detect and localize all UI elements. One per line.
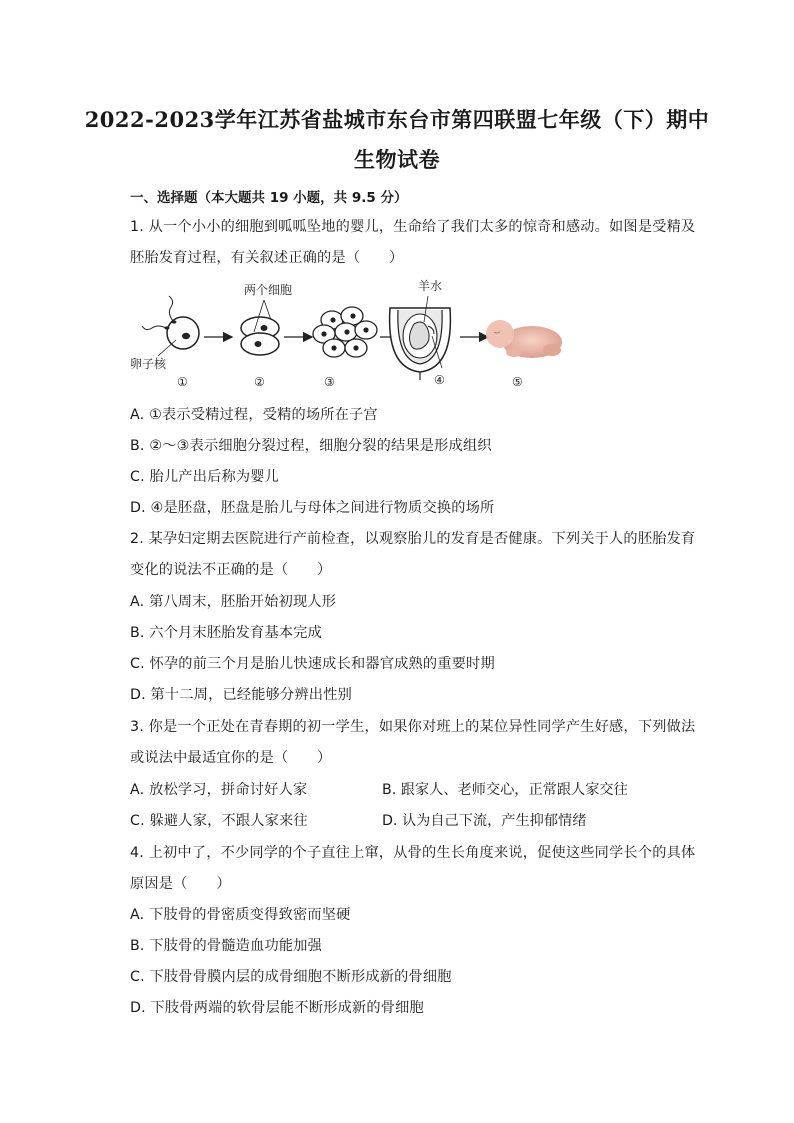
stage-num-3: ③ [324,375,335,389]
stage-num-4: ④ [434,373,445,387]
q1-option-d: D. ④是胚盘，胚盘是胎儿与母体之间进行物质交换的场所 [130,500,495,516]
q3-option-d: D. 认为自己下流，产生抑郁情绪 [382,813,587,829]
q1-option-b: B. ②～③表示细胞分裂过程，细胞分裂的结果是形成组织 [130,438,492,454]
stage1-fertilization-icon [142,296,199,356]
q4-stem-line2: 原因是（ ） [130,876,231,892]
q4-option-d: D. 下肢骨两端的软骨层能不断形成新的骨细胞 [130,1000,424,1016]
q3-stem-line1: 3. 你是一个正处在青春期的初一学生，如果你对班上的某位异性同学产生好感，下列做法 [130,719,696,735]
q1-option-c: C. 胎儿产出后称为婴儿 [130,469,280,485]
exam-title-line1: 2022-2023学年江苏省盐城市东台市第四联盟七年级（下）期中 [84,107,710,132]
q2-option-c: C. 怀孕的前三个月是胎儿快速成长和器官成熟的重要时期 [130,656,495,672]
q4-option-b: B. 下肢骨的骨髓造血功能加强 [130,938,323,954]
q2-option-a: A. 第八周末，胚胎开始初现人形 [130,594,337,610]
q1-option-a: A. ①表示受精过程，受精的场所在子宫 [130,407,378,423]
q2-option-b: B. 六个月末胚胎发育基本完成 [130,625,323,641]
exam-title-line2: 生物试卷 [354,147,440,172]
fertilization-development-figure [128,276,568,394]
label-egg-nucleus: 卵子核 [130,357,167,371]
q2-stem-line2: 变化的说法不正确的是（ ） [130,562,332,578]
q3-option-b: B. 跟家人、老师交心，正常跟人家交往 [382,782,628,798]
q3-stem-line2: 或说法中最适宜你的是（ ） [130,750,332,766]
q3-option-a: A. 放松学习，拼命讨好人家 [130,782,308,798]
label-two-cells: 两个细胞 [244,283,293,297]
q1-stem-line2: 胚胎发育过程，有关叙述正确的是（ ） [130,250,404,266]
q4-option-a: A. 下肢骨的骨密质变得致密而坚硬 [130,907,351,923]
stage-num-2: ② [254,375,265,389]
q4-stem-line1: 4. 上初中了，不少同学的个子直往上窜，从骨的生长角度来说，促使这些同学长个的具体 [130,845,696,861]
q1-stem-line1: 1. 从一个小小的细胞到呱呱坠地的婴儿，生命给了我们太多的惊奇和感动。如图是受精及 [130,219,696,235]
section-heading: 一、选择题（本大题共 19 小题，共 9.5 分） [130,190,408,206]
stage4-uterus-fetus-icon [390,296,451,380]
q2-stem-line1: 2. 某孕妇定期去医院进行产前检查，以观察胎儿的发育是否健康。下列关于人的胚胎发育 [130,531,696,547]
stage2-two-cells-icon [241,300,279,355]
stage5-baby-icon [486,320,562,358]
q2-option-d: D. 第十二周，已经能够分辨出性别 [130,687,352,703]
q4-option-c: C. 下肢骨骨膜内层的成骨细胞不断形成新的骨细胞 [130,969,452,985]
label-amniotic-fluid: 羊水 [418,279,443,293]
q3-option-c: C. 躲避人家，不跟人家来往 [130,813,308,829]
stage-num-5: ⑤ [512,375,523,389]
stage-num-1: ① [177,375,188,389]
